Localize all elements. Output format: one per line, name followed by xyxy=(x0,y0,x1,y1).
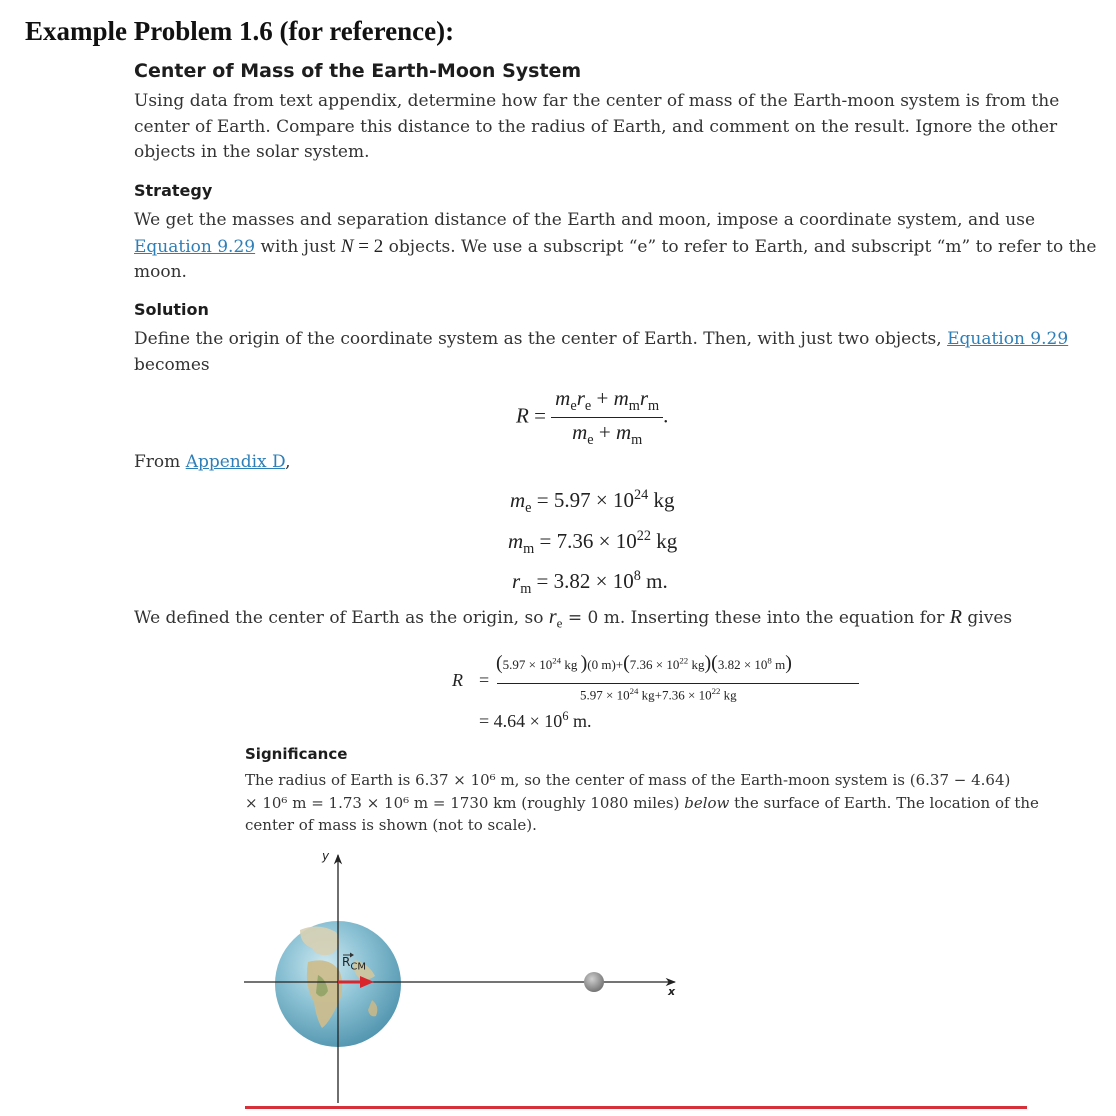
equation-9-29-link[interactable]: Equation 9.29 xyxy=(134,236,256,257)
rcm-label: $R_{CM}$ xyxy=(342,955,366,973)
section-divider xyxy=(245,1106,1027,1109)
example-title: Center of Mass of the Earth-Moon System xyxy=(134,60,582,82)
solution-paragraph: Define the origin of the coordinate system as the center of Earth. Then, with just two objects, Equation 9.29 becomes xyxy=(134,329,1069,375)
x-axis-label: x xyxy=(668,985,676,998)
page-heading: Example Problem 1.6 (for reference): xyxy=(25,16,455,46)
substitution-numerator: ($5.97 \times 10^{24}$ kg )(0 $m)+(7.36 \times 10^{22}$ $kg)(3.82 \times 10^8$ m) xyxy=(496,652,792,674)
result-line: = $4.64 \times 10^6$ m. xyxy=(479,709,592,731)
com-equation: R = $\frac{m_er_e + m_mr_m}{m_e + m_m}$ . xyxy=(516,386,669,449)
earth-mass: $m_e = 5.97 \times 10^{24}$ kg xyxy=(510,487,675,517)
moon xyxy=(584,972,604,992)
y-axis-label: y xyxy=(322,849,330,863)
solution-heading: Solution xyxy=(134,300,209,319)
moon-distance: $r_m = 3.82 \times 10^8$ m. xyxy=(512,568,668,598)
defined-origin-sentence: We defined the center of Earth as the origin, so $r_e = 0$ m. Inserting these into the equation for R gives xyxy=(134,606,1013,631)
r-symbol: R xyxy=(452,670,463,690)
strategy-line: We get the masses and separation distance of the Earth and moon, impose a coordinate system, and use xyxy=(134,210,1036,230)
from-appendix: From Appendix D, xyxy=(134,452,291,472)
intro-line: Using data from text appendix, determine how far the center of mass of the Earth-moon system is from the xyxy=(134,91,1060,111)
appendix-d-link[interactable]: Appendix D xyxy=(185,452,286,472)
intro-line: center of Earth. Compare this distance to the radius of Earth, and comment on the result. Ignore the other xyxy=(134,116,1058,137)
substitution-denominator: $5.97 \times 10^{24}$ $kg+7.36 \times 10^{22}$ kg xyxy=(580,686,737,703)
strategy-line: moon. xyxy=(134,262,187,282)
intro-line: objects in the solar system. xyxy=(134,142,370,162)
significance-paragraph: The radius of Earth is 6.37 × 10⁶ m, so the center of mass of the Earth-moon system is (6.37 − 4.64) × 10⁶ m = 1.73 × 10⁶ m = 1730 km (roughly 1080 miles) below the surface of Earth. The location of the center of mass is shown (not to scale). xyxy=(245,771,1039,834)
equals-sign: = xyxy=(479,670,490,690)
equation-9-29-link[interactable]: Equation 9.29 xyxy=(947,329,1069,349)
strategy-line: Equation 9.29 with just N = 2 objects. We use a subscript “e” to refer to Earth, and subscript “m” to refer to the xyxy=(134,235,1097,257)
significance-heading: Significance xyxy=(245,745,348,763)
moon-mass: $m_m = 7.36 \times 10^{22}$ kg xyxy=(508,528,678,558)
strategy-heading: Strategy xyxy=(134,181,213,200)
